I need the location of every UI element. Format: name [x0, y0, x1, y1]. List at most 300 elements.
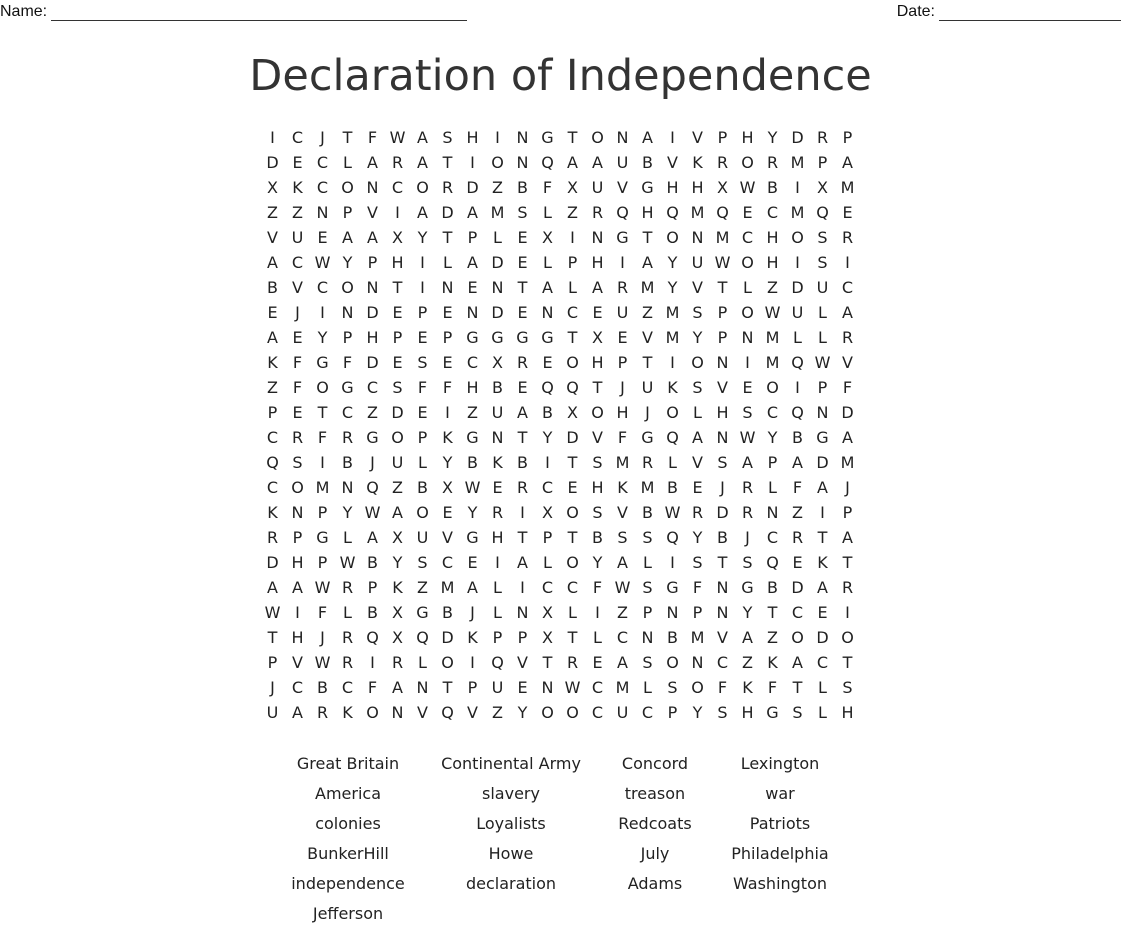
- grid-letter[interactable]: K: [617, 478, 628, 497]
- grid-letter[interactable]: A: [517, 403, 528, 422]
- grid-letter[interactable]: C: [441, 553, 454, 572]
- grid-letter[interactable]: E: [592, 653, 603, 672]
- grid-letter[interactable]: P: [767, 453, 778, 472]
- grid-letter[interactable]: N: [341, 303, 354, 322]
- grid-letter[interactable]: W: [314, 578, 331, 597]
- grid-letter[interactable]: L: [818, 303, 827, 322]
- grid-letter[interactable]: C: [316, 278, 329, 297]
- grid-letter[interactable]: P: [492, 628, 503, 647]
- grid-letter[interactable]: M: [640, 278, 655, 297]
- grid-letter[interactable]: B: [767, 578, 778, 597]
- grid-letter[interactable]: A: [417, 128, 428, 147]
- grid-letter[interactable]: A: [567, 153, 578, 172]
- grid-letter[interactable]: R: [441, 178, 454, 197]
- grid-letter[interactable]: D: [441, 628, 454, 647]
- grid-letter[interactable]: Y: [742, 603, 753, 622]
- grid-letter[interactable]: G: [466, 528, 479, 547]
- grid-letter[interactable]: I: [445, 403, 450, 422]
- grid-letter[interactable]: H: [666, 178, 679, 197]
- grid-letter[interactable]: N: [816, 403, 829, 422]
- grid-letter[interactable]: W: [764, 303, 781, 322]
- grid-letter[interactable]: Y: [442, 453, 453, 472]
- grid-letter[interactable]: S: [742, 553, 753, 572]
- grid-letter[interactable]: K: [667, 378, 678, 397]
- grid-letter[interactable]: U: [491, 403, 504, 422]
- grid-letter[interactable]: W: [714, 253, 731, 272]
- grid-letter[interactable]: A: [542, 278, 553, 297]
- grid-letter[interactable]: W: [389, 128, 406, 147]
- grid-letter[interactable]: P: [417, 428, 428, 447]
- grid-letter[interactable]: E: [417, 328, 428, 347]
- grid-letter[interactable]: T: [442, 678, 453, 697]
- grid-letter[interactable]: Y: [342, 503, 353, 522]
- grid-letter[interactable]: P: [367, 253, 378, 272]
- grid-letter[interactable]: I: [570, 228, 575, 247]
- grid-letter[interactable]: O: [541, 703, 554, 722]
- grid-letter[interactable]: O: [291, 478, 304, 497]
- grid-letter[interactable]: T: [342, 128, 353, 147]
- grid-letter[interactable]: I: [470, 653, 475, 672]
- grid-letter[interactable]: S: [442, 128, 453, 147]
- grid-letter[interactable]: C: [641, 703, 654, 722]
- grid-letter[interactable]: L: [493, 228, 502, 247]
- grid-letter[interactable]: T: [567, 328, 578, 347]
- grid-letter[interactable]: C: [266, 428, 279, 447]
- grid-letter[interactable]: N: [491, 428, 504, 447]
- grid-letter[interactable]: K: [342, 703, 353, 722]
- grid-letter[interactable]: D: [816, 628, 829, 647]
- grid-letter[interactable]: Y: [767, 428, 778, 447]
- grid-letter[interactable]: O: [391, 428, 404, 447]
- grid-letter[interactable]: L: [643, 678, 652, 697]
- grid-letter[interactable]: X: [392, 228, 403, 247]
- grid-letter[interactable]: B: [717, 528, 728, 547]
- grid-letter[interactable]: S: [592, 453, 603, 472]
- grid-letter[interactable]: C: [841, 278, 854, 297]
- grid-letter[interactable]: P: [317, 553, 328, 572]
- grid-letter[interactable]: V: [467, 703, 478, 722]
- grid-letter[interactable]: B: [317, 678, 328, 697]
- grid-letter[interactable]: H: [366, 328, 379, 347]
- grid-letter[interactable]: E: [542, 353, 553, 372]
- grid-letter[interactable]: P: [317, 503, 328, 522]
- grid-letter[interactable]: F: [617, 428, 628, 447]
- grid-letter[interactable]: U: [591, 178, 604, 197]
- grid-letter[interactable]: R: [391, 653, 404, 672]
- grid-letter[interactable]: P: [367, 578, 378, 597]
- grid-letter[interactable]: D: [791, 128, 804, 147]
- grid-letter[interactable]: T: [442, 228, 453, 247]
- grid-letter[interactable]: O: [666, 228, 679, 247]
- grid-letter[interactable]: S: [392, 378, 403, 397]
- grid-letter[interactable]: N: [366, 278, 379, 297]
- name-blank-line[interactable]: [51, 4, 467, 21]
- grid-letter[interactable]: O: [341, 278, 354, 297]
- grid-letter[interactable]: B: [492, 378, 503, 397]
- grid-letter[interactable]: A: [592, 153, 603, 172]
- grid-letter[interactable]: Z: [467, 403, 478, 422]
- grid-letter[interactable]: U: [416, 528, 429, 547]
- grid-letter[interactable]: P: [342, 328, 353, 347]
- grid-letter[interactable]: E: [517, 253, 528, 272]
- grid-letter[interactable]: G: [316, 353, 329, 372]
- grid-letter[interactable]: A: [742, 628, 753, 647]
- grid-letter[interactable]: L: [743, 278, 752, 297]
- grid-letter[interactable]: I: [845, 253, 850, 272]
- grid-letter[interactable]: S: [667, 678, 678, 697]
- grid-letter[interactable]: G: [316, 528, 329, 547]
- grid-letter[interactable]: T: [642, 228, 653, 247]
- grid-letter[interactable]: B: [467, 453, 478, 472]
- grid-letter[interactable]: H: [741, 703, 754, 722]
- grid-letter[interactable]: I: [495, 553, 500, 572]
- grid-letter[interactable]: P: [517, 628, 528, 647]
- grid-letter[interactable]: O: [666, 653, 679, 672]
- grid-letter[interactable]: L: [418, 453, 427, 472]
- grid-letter[interactable]: T: [592, 378, 603, 397]
- grid-letter[interactable]: F: [367, 678, 378, 697]
- grid-letter[interactable]: P: [542, 528, 553, 547]
- grid-letter[interactable]: X: [392, 528, 403, 547]
- grid-letter[interactable]: E: [442, 503, 453, 522]
- grid-letter[interactable]: D: [566, 428, 579, 447]
- grid-letter[interactable]: Z: [492, 178, 503, 197]
- grid-letter[interactable]: H: [466, 378, 479, 397]
- grid-letter[interactable]: E: [317, 228, 328, 247]
- grid-letter[interactable]: Q: [541, 153, 554, 172]
- grid-letter[interactable]: N: [641, 628, 654, 647]
- grid-letter[interactable]: U: [641, 378, 654, 397]
- grid-letter[interactable]: D: [366, 353, 379, 372]
- grid-letter[interactable]: L: [493, 603, 502, 622]
- grid-letter[interactable]: N: [466, 303, 479, 322]
- grid-letter[interactable]: O: [416, 178, 429, 197]
- grid-letter[interactable]: F: [442, 378, 453, 397]
- grid-letter[interactable]: I: [670, 353, 675, 372]
- grid-letter[interactable]: V: [367, 203, 378, 222]
- grid-letter[interactable]: R: [841, 228, 854, 247]
- grid-letter[interactable]: T: [317, 403, 328, 422]
- grid-letter[interactable]: V: [267, 228, 278, 247]
- grid-letter[interactable]: O: [366, 703, 379, 722]
- grid-letter[interactable]: G: [516, 328, 529, 347]
- grid-letter[interactable]: J: [320, 628, 325, 647]
- grid-letter[interactable]: E: [842, 203, 853, 222]
- letter-grid[interactable]: [260, 125, 860, 725]
- grid-letter[interactable]: Z: [292, 203, 303, 222]
- grid-letter[interactable]: H: [766, 228, 779, 247]
- grid-letter[interactable]: O: [841, 628, 854, 647]
- grid-letter[interactable]: Y: [467, 503, 478, 522]
- grid-letter[interactable]: D: [441, 203, 454, 222]
- grid-letter[interactable]: P: [842, 128, 853, 147]
- grid-letter[interactable]: X: [442, 478, 453, 497]
- grid-letter[interactable]: N: [716, 428, 729, 447]
- grid-letter[interactable]: U: [391, 453, 404, 472]
- grid-letter[interactable]: V: [417, 703, 428, 722]
- grid-letter[interactable]: E: [442, 353, 453, 372]
- grid-letter[interactable]: J: [270, 678, 275, 697]
- grid-letter[interactable]: A: [617, 553, 628, 572]
- grid-letter[interactable]: M: [690, 203, 705, 222]
- grid-letter[interactable]: O: [566, 553, 579, 572]
- grid-letter[interactable]: P: [717, 128, 728, 147]
- grid-letter[interactable]: C: [341, 678, 354, 697]
- grid-letter[interactable]: S: [642, 578, 653, 597]
- grid-letter[interactable]: U: [616, 303, 629, 322]
- grid-letter[interactable]: A: [842, 303, 853, 322]
- grid-letter[interactable]: E: [792, 553, 803, 572]
- grid-letter[interactable]: Z: [742, 653, 753, 672]
- grid-letter[interactable]: K: [817, 553, 828, 572]
- grid-letter[interactable]: T: [792, 678, 803, 697]
- grid-letter[interactable]: A: [467, 253, 478, 272]
- grid-letter[interactable]: Q: [541, 378, 554, 397]
- grid-letter[interactable]: C: [316, 178, 329, 197]
- grid-letter[interactable]: L: [768, 478, 777, 497]
- grid-letter[interactable]: E: [467, 553, 478, 572]
- grid-letter[interactable]: L: [543, 253, 552, 272]
- grid-letter[interactable]: T: [567, 453, 578, 472]
- grid-letter[interactable]: Y: [692, 528, 703, 547]
- grid-letter[interactable]: C: [291, 253, 304, 272]
- grid-letter[interactable]: I: [395, 203, 400, 222]
- grid-letter[interactable]: I: [545, 453, 550, 472]
- grid-letter[interactable]: A: [267, 328, 278, 347]
- grid-letter[interactable]: I: [270, 128, 275, 147]
- grid-letter[interactable]: J: [720, 478, 725, 497]
- grid-letter[interactable]: Y: [667, 253, 678, 272]
- grid-letter[interactable]: D: [491, 303, 504, 322]
- grid-letter[interactable]: O: [741, 253, 754, 272]
- grid-letter[interactable]: P: [267, 403, 278, 422]
- grid-letter[interactable]: G: [341, 378, 354, 397]
- grid-letter[interactable]: G: [641, 428, 654, 447]
- grid-letter[interactable]: B: [517, 178, 528, 197]
- grid-letter[interactable]: G: [766, 703, 779, 722]
- grid-letter[interactable]: A: [417, 153, 428, 172]
- grid-letter[interactable]: W: [364, 503, 381, 522]
- grid-letter[interactable]: T: [717, 553, 728, 572]
- grid-letter[interactable]: U: [266, 703, 279, 722]
- grid-letter[interactable]: G: [541, 328, 554, 347]
- grid-letter[interactable]: Y: [767, 128, 778, 147]
- grid-letter[interactable]: M: [790, 203, 805, 222]
- grid-letter[interactable]: X: [567, 403, 578, 422]
- grid-letter[interactable]: R: [841, 578, 854, 597]
- grid-letter[interactable]: R: [491, 503, 504, 522]
- grid-letter[interactable]: C: [541, 478, 554, 497]
- grid-letter[interactable]: E: [267, 303, 278, 322]
- grid-letter[interactable]: G: [366, 428, 379, 447]
- grid-letter[interactable]: F: [292, 353, 303, 372]
- grid-letter[interactable]: F: [792, 478, 803, 497]
- grid-letter[interactable]: C: [591, 703, 604, 722]
- grid-letter[interactable]: N: [691, 228, 704, 247]
- grid-letter[interactable]: Q: [791, 403, 804, 422]
- grid-letter[interactable]: I: [520, 578, 525, 597]
- grid-letter[interactable]: P: [392, 328, 403, 347]
- grid-letter[interactable]: Z: [767, 278, 778, 297]
- grid-letter[interactable]: N: [316, 203, 329, 222]
- grid-letter[interactable]: I: [745, 353, 750, 372]
- grid-letter[interactable]: R: [566, 653, 579, 672]
- grid-letter[interactable]: A: [642, 253, 653, 272]
- grid-letter[interactable]: P: [442, 328, 453, 347]
- grid-letter[interactable]: H: [616, 403, 629, 422]
- grid-letter[interactable]: F: [317, 603, 328, 622]
- grid-letter[interactable]: T: [517, 278, 528, 297]
- grid-letter[interactable]: P: [467, 228, 478, 247]
- grid-letter[interactable]: G: [416, 603, 429, 622]
- grid-letter[interactable]: D: [816, 453, 829, 472]
- grid-letter[interactable]: N: [366, 178, 379, 197]
- grid-letter[interactable]: B: [542, 403, 553, 422]
- grid-letter[interactable]: A: [467, 578, 478, 597]
- grid-letter[interactable]: N: [291, 503, 304, 522]
- grid-letter[interactable]: J: [295, 303, 300, 322]
- grid-letter[interactable]: I: [670, 128, 675, 147]
- grid-letter[interactable]: E: [292, 403, 303, 422]
- grid-letter[interactable]: V: [642, 328, 653, 347]
- grid-letter[interactable]: Z: [617, 603, 628, 622]
- grid-letter[interactable]: V: [692, 128, 703, 147]
- grid-letter[interactable]: W: [814, 353, 831, 372]
- grid-letter[interactable]: Y: [667, 278, 678, 297]
- grid-letter[interactable]: A: [617, 653, 628, 672]
- grid-letter[interactable]: E: [442, 303, 453, 322]
- grid-letter[interactable]: D: [841, 403, 854, 422]
- grid-letter[interactable]: E: [417, 403, 428, 422]
- grid-letter[interactable]: R: [341, 653, 354, 672]
- grid-letter[interactable]: O: [341, 178, 354, 197]
- grid-letter[interactable]: E: [817, 603, 828, 622]
- grid-letter[interactable]: Q: [791, 353, 804, 372]
- grid-letter[interactable]: V: [617, 503, 628, 522]
- grid-letter[interactable]: W: [314, 253, 331, 272]
- grid-letter[interactable]: P: [717, 303, 728, 322]
- grid-letter[interactable]: F: [692, 578, 703, 597]
- grid-letter[interactable]: R: [316, 703, 329, 722]
- grid-letter[interactable]: S: [417, 353, 428, 372]
- grid-letter[interactable]: X: [492, 353, 503, 372]
- grid-letter[interactable]: N: [516, 153, 529, 172]
- grid-letter[interactable]: A: [267, 578, 278, 597]
- grid-letter[interactable]: T: [642, 353, 653, 372]
- grid-letter[interactable]: A: [517, 553, 528, 572]
- grid-letter[interactable]: O: [691, 678, 704, 697]
- grid-letter[interactable]: D: [266, 153, 279, 172]
- grid-letter[interactable]: W: [464, 478, 481, 497]
- grid-letter[interactable]: M: [665, 328, 680, 347]
- grid-letter[interactable]: H: [591, 478, 604, 497]
- grid-letter[interactable]: A: [417, 203, 428, 222]
- grid-letter[interactable]: R: [841, 328, 854, 347]
- grid-letter[interactable]: R: [791, 528, 804, 547]
- grid-letter[interactable]: N: [516, 128, 529, 147]
- grid-letter[interactable]: C: [791, 603, 804, 622]
- grid-letter[interactable]: Q: [491, 653, 504, 672]
- grid-letter[interactable]: O: [591, 128, 604, 147]
- grid-letter[interactable]: N: [591, 228, 604, 247]
- grid-letter[interactable]: H: [766, 253, 779, 272]
- grid-letter[interactable]: Q: [566, 378, 579, 397]
- grid-letter[interactable]: F: [317, 428, 328, 447]
- grid-letter[interactable]: Y: [317, 328, 328, 347]
- grid-letter[interactable]: L: [343, 603, 352, 622]
- grid-letter[interactable]: W: [314, 653, 331, 672]
- grid-letter[interactable]: H: [291, 553, 304, 572]
- grid-letter[interactable]: P: [342, 203, 353, 222]
- grid-letter[interactable]: V: [842, 353, 853, 372]
- grid-letter[interactable]: X: [542, 603, 553, 622]
- grid-letter[interactable]: P: [467, 678, 478, 697]
- grid-letter[interactable]: C: [541, 578, 554, 597]
- grid-letter[interactable]: A: [842, 428, 853, 447]
- grid-letter[interactable]: I: [845, 603, 850, 622]
- grid-letter[interactable]: I: [795, 253, 800, 272]
- grid-letter[interactable]: N: [541, 678, 554, 697]
- grid-letter[interactable]: X: [592, 328, 603, 347]
- grid-letter[interactable]: F: [342, 353, 353, 372]
- grid-letter[interactable]: S: [717, 453, 728, 472]
- grid-letter[interactable]: J: [370, 453, 375, 472]
- grid-letter[interactable]: M: [640, 478, 655, 497]
- grid-letter[interactable]: I: [595, 603, 600, 622]
- grid-letter[interactable]: Q: [816, 203, 829, 222]
- grid-letter[interactable]: E: [392, 303, 403, 322]
- grid-letter[interactable]: P: [617, 353, 628, 372]
- grid-letter[interactable]: S: [817, 253, 828, 272]
- grid-letter[interactable]: U: [616, 703, 629, 722]
- grid-letter[interactable]: H: [641, 203, 654, 222]
- grid-letter[interactable]: M: [615, 678, 630, 697]
- grid-letter[interactable]: E: [592, 303, 603, 322]
- grid-letter[interactable]: L: [668, 453, 677, 472]
- grid-letter[interactable]: T: [567, 528, 578, 547]
- grid-letter[interactable]: K: [442, 428, 453, 447]
- grid-letter[interactable]: K: [692, 153, 703, 172]
- grid-letter[interactable]: N: [666, 603, 679, 622]
- grid-letter[interactable]: D: [791, 278, 804, 297]
- grid-letter[interactable]: E: [292, 328, 303, 347]
- grid-letter[interactable]: Q: [366, 628, 379, 647]
- grid-letter[interactable]: R: [591, 203, 604, 222]
- grid-letter[interactable]: H: [291, 628, 304, 647]
- grid-letter[interactable]: T: [567, 628, 578, 647]
- grid-letter[interactable]: A: [467, 203, 478, 222]
- grid-letter[interactable]: A: [842, 153, 853, 172]
- grid-letter[interactable]: F: [292, 378, 303, 397]
- grid-letter[interactable]: F: [767, 678, 778, 697]
- grid-letter[interactable]: N: [391, 703, 404, 722]
- grid-letter[interactable]: O: [691, 353, 704, 372]
- grid-letter[interactable]: B: [417, 478, 428, 497]
- grid-letter[interactable]: L: [418, 653, 427, 672]
- grid-letter[interactable]: P: [717, 328, 728, 347]
- grid-letter[interactable]: Z: [567, 203, 578, 222]
- grid-letter[interactable]: Q: [766, 553, 779, 572]
- grid-letter[interactable]: T: [442, 153, 453, 172]
- grid-letter[interactable]: H: [841, 703, 854, 722]
- grid-letter[interactable]: G: [741, 578, 754, 597]
- grid-letter[interactable]: A: [792, 453, 803, 472]
- grid-letter[interactable]: E: [742, 203, 753, 222]
- grid-letter[interactable]: F: [417, 378, 428, 397]
- grid-letter[interactable]: N: [691, 653, 704, 672]
- grid-letter[interactable]: S: [692, 553, 703, 572]
- grid-letter[interactable]: H: [591, 353, 604, 372]
